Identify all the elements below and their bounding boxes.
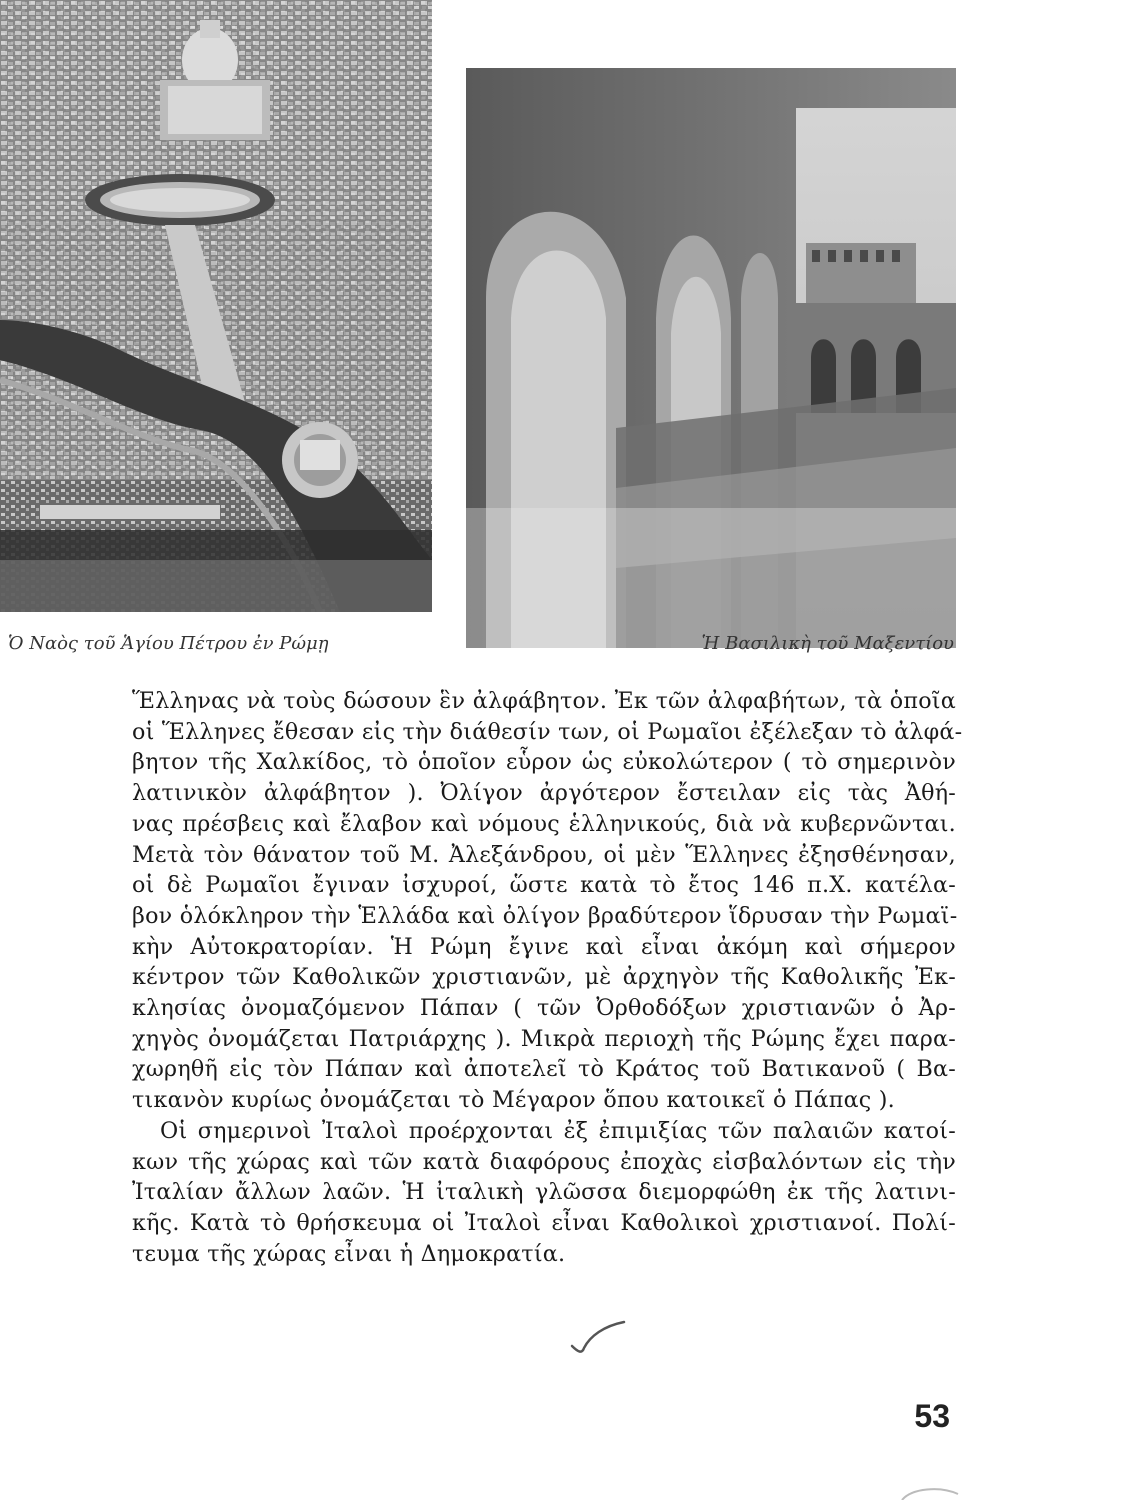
basilica-maxentius-photo [466,68,956,648]
text-line: Ἰταλίαν ἄλλων λαῶν. Ἡ ἰταλικὴ γλῶσσα διεμορφώθη ἐκ τῆς λατινι- [132,1179,956,1206]
text-line: Ἕλληνας νὰ τοὺς δώσουν ἓν ἀλφάβητον. Ἐκ τῶν ἀλφαβήτων, τὰ ὁποῖα [132,688,956,714]
body-text [132,686,963,1269]
text-line: λατινικὸν ἀλφάβητον ). Ὀλίγον ἀργότερον ἔστειλαν εἰς τὰς Ἀθή- [132,780,956,807]
page-number: 53 [914,1398,950,1434]
text-line: κλησίας ὀνομαζόμενον Πάπαν ( τῶν Ὀρθοδόξων χριστιανῶν ὁ Ἀρ- [132,995,956,1022]
text-line: κὴν Αὐτοκρατορίαν. Ἡ Ρώμη ἔγινε καὶ εἶναι ἀκόμη καὶ σήμερον [132,933,956,960]
text-line: κέντρον τῶν Καθολικῶν χριστιανῶν, μὲ ἀρχηγὸν τῆς Καθολικῆς Ἐκ- [132,964,956,991]
text-line: Οἱ σημερινοὶ Ἰταλοὶ προέρχονται ἐξ ἐπιμιξίας τῶν παλαιῶν κατοί- [160,1117,956,1144]
text-line: οἱ δὲ Ρωμαῖοι ἔγιναν ἰσχυροί, ὥστε κατὰ τὸ ἔτος 146 π.Χ. κατέλα- [132,872,956,899]
basilica-maxentius-image [466,68,956,648]
photo-caption-right: Ἡ Βασιλικὴ τοῦ Μαξεντίου [701,633,954,654]
text-line: τευμα τῆς χώρας εἶναι ἡ Δημοκρατία. [132,1240,566,1267]
st-peters-aerial-image [0,0,432,612]
text-line: βον ὁλόκληρον τὴν Ἑλλάδα καὶ ὀλίγον βραδύτερον ἵδρυσαν τὴν Ρωμαϊ- [132,902,958,929]
text-line: βητον τῆς Χαλκίδος, τὸ ὁποῖον εὗρον ὡς εὐκολώτερον ( τὸ σημερινὸν [132,749,956,776]
text-line: τικανὸν κυρίως ὀνομάζεται τὸ Μέγαρον ὅπου κατοικεῖ ὁ Πάπας ). [132,1087,895,1114]
text-line: νας πρέσβεις καὶ ἔλαβον καὶ νόμους ἑλληνικούς, διὰ νὰ κυβερνῶνται. [132,810,956,837]
text-line: οἱ Ἕλληνες ἔθεσαν εἰς τὴν διάθεσίν των, οἱ Ρωμαῖοι ἐξέλεξαν τὸ ἀλφά- [132,718,963,745]
st-peters-photo [0,0,432,612]
text-line: κῆς. Κατὰ τὸ θρήσκευμα οἱ Ἰταλοὶ εἶναι Καθολικοὶ χριστιανοί. Πολί- [132,1209,956,1236]
stamp-fragment-icon [900,1484,960,1500]
text-line: κων τῆς χώρας καὶ τῶν κατὰ διαφόρους ἐποχὰς εἰσβαλόντων εἰς τὴν [132,1148,956,1175]
handwritten-check-icon [568,1318,628,1358]
photo-caption-left: Ὁ Ναὸς τοῦ Ἁγίου Πέτρου ἐν Ρώμῃ [8,633,329,654]
text-line: Μετὰ τὸν θάνατον τοῦ Μ. Ἀλεξάνδρου, οἱ μὲν Ἕλληνες ἐξησθένησαν, [132,841,956,868]
text-line: χωρηθῆ εἰς τὸν Πάπαν καὶ ἀποτελεῖ τὸ Κράτος τοῦ Βατικανοῦ ( Βα- [132,1056,956,1083]
text-line: χηγὸς ὀνομάζεται Πατριάρχης ). Μικρὰ περιοχὴ τῆς Ρώμης ἔχει παρα- [132,1025,956,1052]
